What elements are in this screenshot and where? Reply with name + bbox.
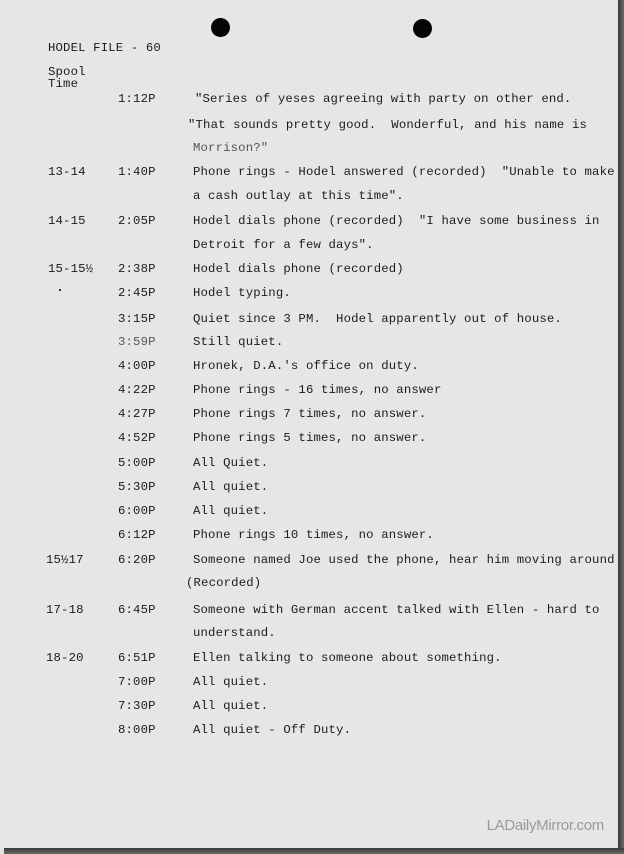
entry-text: Someone with German accent talked with Ellen - hard to [193, 603, 600, 617]
page-shadow-right [618, 0, 624, 854]
entry-text: All quiet. [193, 699, 269, 713]
entry-text: understand. [193, 626, 276, 640]
entry-text: Morrison?" [193, 141, 269, 155]
entry-text: Quiet since 3 PM. Hodel apparently out of house. [193, 312, 562, 326]
entry-spool: 13-14 [48, 165, 86, 179]
entry-text: (Recorded) [186, 576, 262, 590]
hole-punch-left [211, 18, 230, 37]
page-shadow-bottom [4, 848, 624, 854]
entry-text: Hodel dials phone (recorded) "I have some business in [193, 214, 600, 228]
watermark: LADailyMirror.com [486, 817, 604, 834]
document-header: HODEL FILE - 60 [48, 41, 161, 55]
entry-text: All quiet. [193, 504, 269, 518]
entry-text: Phone rings 10 times, no answer. [193, 528, 434, 542]
entry-text: Someone named Joe used the phone, hear him moving around [193, 553, 615, 567]
entry-text: "That sounds pretty good. Wonderful, and his name is [188, 118, 588, 132]
entry-time: 2:05P [118, 214, 156, 228]
entry-spool: 15-15½ [48, 262, 94, 276]
entry-text: All quiet - Off Duty. [193, 723, 352, 737]
hole-punch-right [413, 19, 432, 38]
entry-time: 6:12P [118, 528, 156, 542]
entry-time: 2:45P [118, 286, 156, 300]
entry-text: All Quiet. [193, 456, 269, 470]
entry-text: Phone rings - Hodel answered (recorded) "Unable to make [193, 165, 615, 179]
entry-text: All quiet. [193, 675, 269, 689]
entry-text: a cash outlay at this time". [193, 189, 404, 203]
entry-time: 5:00P [118, 456, 156, 470]
entry-time: 7:30P [118, 699, 156, 713]
entry-time: 4:00P [118, 359, 156, 373]
entry-time: 6:45P [118, 603, 156, 617]
entry-time: 7:00P [118, 675, 156, 689]
entry-time: 3:59P [118, 335, 156, 349]
entry-spool: 15½17 [46, 553, 84, 567]
entry-text: "Series of yeses agreeing with party on other end. [195, 92, 572, 106]
entry-text: All quiet. [193, 480, 269, 494]
entry-text: Still quiet. [193, 335, 284, 349]
entry-time: 3:15P [118, 312, 156, 326]
entry-spool: 14-15 [48, 214, 86, 228]
stray-mark [59, 289, 61, 291]
entry-text: Hronek, D.A.'s office on duty. [193, 359, 419, 373]
entry-text: Hodel typing. [193, 286, 291, 300]
entry-time: 4:52P [118, 431, 156, 445]
entry-time: 1:40P [118, 165, 156, 179]
entry-time: 8:00P [118, 723, 156, 737]
entry-time: 1:12P [118, 92, 156, 106]
entry-text: Ellen talking to someone about something. [193, 651, 502, 665]
entry-time: 4:27P [118, 407, 156, 421]
entry-time: 6:00P [118, 504, 156, 518]
spool-column-label: Spool Time [48, 65, 86, 91]
entry-time: 2:38P [118, 262, 156, 276]
entry-text: Phone rings - 16 times, no answer [193, 383, 442, 397]
entry-time: 6:51P [118, 651, 156, 665]
entry-time: 6:20P [118, 553, 156, 567]
entry-text: Hodel dials phone (recorded) [193, 262, 404, 276]
entry-time: 5:30P [118, 480, 156, 494]
entry-text: Phone rings 5 times, no answer. [193, 431, 427, 445]
entry-text: Phone rings 7 times, no answer. [193, 407, 427, 421]
entry-spool: 18-20 [46, 651, 84, 665]
entry-spool: 17-18 [46, 603, 84, 617]
entry-time: 4:22P [118, 383, 156, 397]
entry-text: Detroit for a few days". [193, 238, 374, 252]
